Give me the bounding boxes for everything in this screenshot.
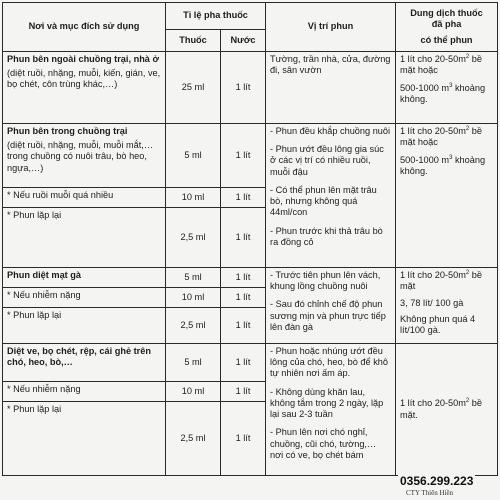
- s2-r2: * Nếu ruồi muỗi quá nhiều: [3, 188, 166, 208]
- s2-r3: * Phun lặp lại: [3, 208, 166, 268]
- s4-vt2: - Không dùng khăn lau, không tắm trong 2 ngày, lặp lại sau 2-3 tuần: [270, 386, 384, 420]
- s2-thuoc3: 2,5 ml: [166, 208, 221, 268]
- s3-thuoc2: 10 ml: [166, 288, 221, 308]
- s1-dd2b: khoảng không.: [400, 82, 486, 104]
- s2-desc: (diệt ruồi, nhặng, muỗi, muỗi mắt,…trong chuồng có nuôi trâu, bò heo, ngựa,…): [7, 140, 154, 173]
- s1-thuoc: 25 ml: [166, 52, 221, 124]
- s2-nuoc2: 1 lít: [221, 188, 266, 208]
- s1-position: Tường, trần nhà, cửa, đường đi, sân vườn: [266, 52, 396, 124]
- s4-vt1: - Phun hoặc nhúng ướt đều lông của chó, heo, bò để khô tự nhiên nơi ấm áp.: [270, 346, 389, 379]
- s3-vt1: - Trước tiên phun lên vách, khung lồng chuồng nuôi: [270, 270, 381, 292]
- header-solution-line3: có thể phun: [420, 35, 473, 46]
- table-row: [3, 344, 498, 382]
- dosage-table: [2, 2, 498, 476]
- watermark-company: CTY Thiên Hiền: [406, 489, 454, 497]
- s2-dd1b: bề mặt hoặc: [400, 126, 483, 148]
- s1-title: Phun bên ngoài chuồng trại, nhà ở: [7, 54, 159, 64]
- s3-r3: * Phun lặp lại: [3, 308, 166, 344]
- s2-dd1: 1 lít cho 20-50m: [400, 126, 466, 137]
- table-row: [3, 124, 498, 188]
- s2-position: [266, 124, 396, 268]
- s2-dd2b: khoảng không.: [400, 154, 486, 176]
- s1-dd1b: bề mặt hoặc: [400, 54, 483, 76]
- s4-r2: * Nếu nhiễm nặng: [3, 382, 166, 402]
- s2-usage-cell: [3, 124, 166, 188]
- s3-dd1-sup: 2: [465, 270, 470, 276]
- s4-dd1b: bề mặt.: [400, 398, 483, 420]
- s1-dd1: 1 lít cho 20-50m: [400, 54, 466, 65]
- s3-thuoc1: 5 ml: [166, 268, 221, 288]
- s3-nuoc2: 1 lít: [221, 288, 266, 308]
- s3-dd2: 3, 78 lít/ 100 gà: [400, 297, 464, 308]
- s2-vt2: - Phun ướt đều lông gia súc ở các vị trí có nhiều ruồi, muỗi đậu: [270, 144, 384, 177]
- s4-dd1-sup: 2: [465, 398, 470, 405]
- s1-usage-cell: [3, 52, 166, 124]
- header-solution: [396, 3, 498, 52]
- s3-dd1b: bề mặt: [400, 270, 483, 292]
- s4-dd1: 1 lít cho 20-50m: [400, 398, 466, 409]
- header-thuoc: Thuốc: [166, 30, 221, 52]
- s3-r2: * Nếu nhiễm nặng: [3, 288, 166, 308]
- s2-nuoc1: 1 lít: [221, 124, 266, 188]
- header-position: Vị trí phun: [266, 3, 396, 52]
- header-usage: Nơi và mục đích sử dụng: [3, 3, 166, 52]
- s2-thuoc2: 10 ml: [166, 188, 221, 208]
- s4-r3: * Phun lặp lại: [3, 402, 166, 476]
- s3-vt2: - Sau đó chỉnh chế độ phun sương mịn và phun trực tiếp lên đàn gà: [270, 299, 386, 332]
- s1-dd2-sup: 3: [449, 82, 453, 89]
- s4-thuoc2: 10 ml: [166, 382, 221, 402]
- s1-dd2: 500-1000 m: [400, 82, 450, 93]
- table-row: [3, 52, 498, 124]
- header-nuoc: Nước: [221, 30, 266, 52]
- s4-nuoc1: 1 lít: [221, 344, 266, 382]
- header-solution-line2: đã pha: [431, 18, 462, 29]
- s2-vt4: - Phun trước khi thả trâu bò ra đồng cỏ: [270, 225, 383, 247]
- s4-thuoc1: 5 ml: [166, 344, 221, 382]
- s3-title: Phun diệt mạt gà: [3, 268, 166, 288]
- s1-nuoc: 1 lít: [221, 52, 266, 124]
- table-row: [3, 268, 498, 288]
- s2-nuoc3: 1 lít: [221, 208, 266, 268]
- s4-thuoc3: 2,5 ml: [166, 402, 221, 476]
- s2-thuoc1: 5 ml: [166, 124, 221, 188]
- s4-nuoc3: 1 lít: [221, 402, 266, 476]
- s2-vt1: - Phun đều khắp chuồng nuôi: [270, 126, 391, 136]
- watermark-phone: 0356.299.223: [400, 474, 474, 488]
- s3-dd3: Không phun quá 4 lít/100 gà.: [400, 313, 476, 335]
- s2-solution: [396, 124, 498, 268]
- s3-thuoc3: 2,5 ml: [166, 308, 221, 344]
- s1-solution: [396, 52, 498, 124]
- header-row: [3, 3, 498, 30]
- s4-vt3: - Phun lên nơi chó nghỉ, chuồng, cũi chó, tường,… nơi có ve, bọ chét bám: [270, 427, 377, 460]
- s3-position: [266, 268, 396, 344]
- s2-vt3: - Có thể phun lên mặt trâu bò, nhưng không quá 44ml/con: [270, 184, 377, 218]
- s1-dd1-sup: 2: [465, 54, 470, 60]
- s2-title: Phun bên trong chuồng trại: [7, 126, 128, 136]
- s2-dd2-sup: 3: [449, 154, 453, 161]
- s3-nuoc3: 1 lít: [221, 308, 266, 344]
- s3-solution: [396, 268, 498, 344]
- header-ratio: Tỉ lệ pha thuốc: [166, 3, 266, 30]
- s4-position: [266, 344, 396, 476]
- s3-dd1: 1 lít cho 20-50m: [400, 270, 466, 281]
- s1-desc: (diệt ruồi, nhặng, muỗi, kiến, gián, ve, bọ chét, côn trùng khác,…): [7, 68, 161, 90]
- s4-nuoc2: 1 lít: [221, 382, 266, 402]
- s2-dd2: 500-1000 m: [400, 154, 450, 165]
- s4-title: Diệt ve, bọ chét, rệp, cái ghẻ trên chó, heo, bò,…: [3, 344, 166, 382]
- s3-nuoc1: 1 lít: [221, 268, 266, 288]
- s4-solution: [396, 344, 498, 476]
- s2-dd1-sup: 2: [465, 126, 470, 132]
- header-solution-line1: Dung dịch thuốc: [410, 7, 483, 18]
